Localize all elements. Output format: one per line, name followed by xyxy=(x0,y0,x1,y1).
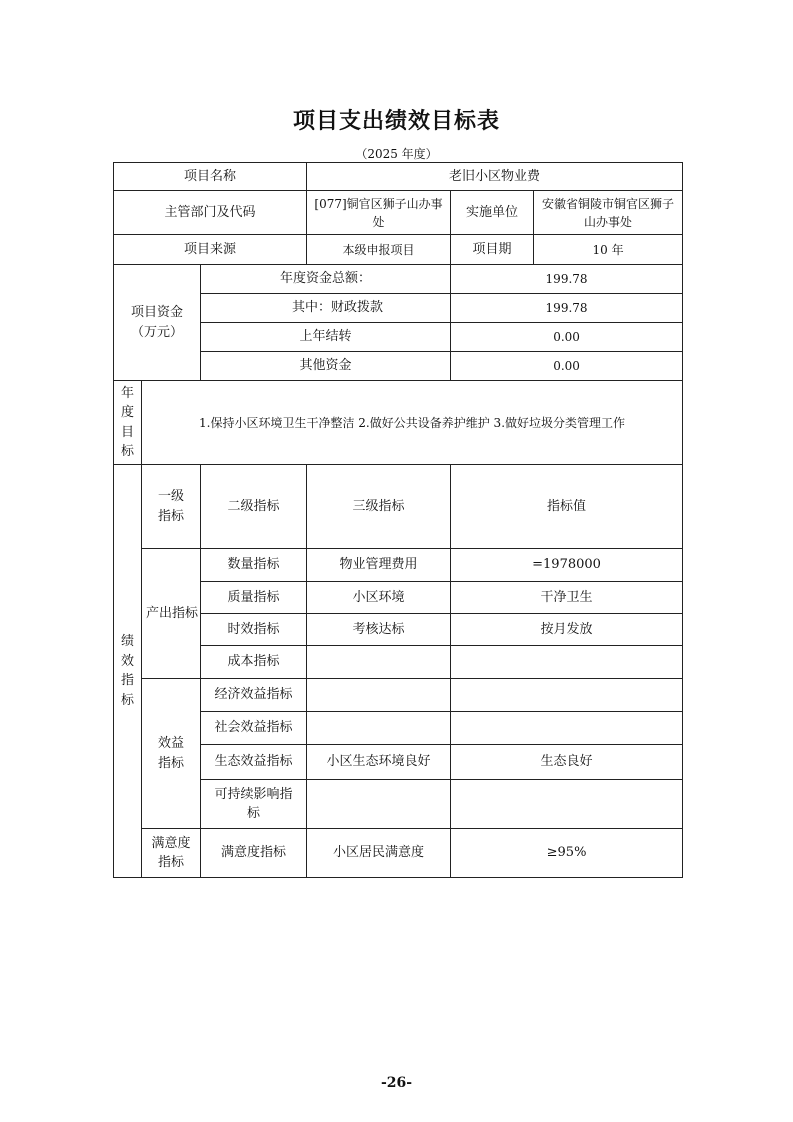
fund-label-carryover: 上年结转 xyxy=(201,323,451,352)
annual-goal-row xyxy=(114,381,683,465)
impl-label: 实施单位 xyxy=(451,191,534,235)
indicators-label: 绩效指标 xyxy=(114,465,142,878)
project-name-row xyxy=(114,163,683,191)
source-label: 项目来源 xyxy=(114,235,307,265)
value-cell: 生态良好 xyxy=(451,745,683,780)
level2-cell: 满意度指标 xyxy=(201,829,307,878)
level3-cell xyxy=(307,646,451,679)
page-number: -26- xyxy=(380,1075,413,1091)
funds-label: 项目资金（万元） xyxy=(114,265,201,381)
indicator-header-row xyxy=(114,465,683,549)
source-row xyxy=(114,235,683,265)
fund-label-other: 其他资金 xyxy=(201,352,451,381)
level1-satisfaction: 满意度指标 xyxy=(142,829,201,878)
value-cell xyxy=(451,646,683,679)
period-label: 项目期 xyxy=(451,235,534,265)
level2-cell: 时效指标 xyxy=(201,614,307,646)
value-cell: 干净卫生 xyxy=(451,582,683,614)
level3-cell: 小区环境 xyxy=(307,582,451,614)
value-cell xyxy=(451,679,683,712)
level2-cell: 成本指标 xyxy=(201,646,307,679)
fund-row xyxy=(114,265,683,294)
performance-goal-table xyxy=(113,162,683,878)
fund-value-carryover: 0.00 xyxy=(451,323,683,352)
level3-cell xyxy=(307,712,451,745)
dept-row xyxy=(114,191,683,235)
indicator-row xyxy=(114,549,683,582)
level2-cell: 质量指标 xyxy=(201,582,307,614)
level3-cell: 物业管理费用 xyxy=(307,549,451,582)
level2-cell: 生态效益指标 xyxy=(201,745,307,780)
level2-cell: 数量指标 xyxy=(201,549,307,582)
level3-cell: 小区居民满意度 xyxy=(307,829,451,878)
fund-value-total: 199.78 xyxy=(451,265,683,294)
value-cell xyxy=(451,780,683,829)
level1-benefit: 效益指标 xyxy=(142,679,201,829)
annual-goal-text: 1.保持小区环境卫生干净整洁 2.做好公共设备养护维护 3.做好垃圾分类管理工作 xyxy=(142,381,683,465)
dept-value: [077]铜官区狮子山办事处 xyxy=(307,191,451,235)
fund-value-other: 0.00 xyxy=(451,352,683,381)
source-value: 本级申报项目 xyxy=(307,235,451,265)
value-cell: ≥95% xyxy=(451,829,683,878)
annual-goal-label: 年度目标 xyxy=(114,381,142,465)
level2-cell: 可持续影响指标 xyxy=(201,780,307,829)
level2-cell: 经济效益指标 xyxy=(201,679,307,712)
header-level3: 三级指标 xyxy=(307,465,451,549)
level3-cell: 考核达标 xyxy=(307,614,451,646)
value-cell xyxy=(451,712,683,745)
level1-output: 产出指标 xyxy=(142,549,201,679)
level3-cell xyxy=(307,780,451,829)
project-name-value: 老旧小区物业费 xyxy=(307,163,683,191)
page-title: 项目支出绩效目标表 xyxy=(292,109,500,134)
header-value: 指标值 xyxy=(451,465,683,549)
value-cell: 按月发放 xyxy=(451,614,683,646)
fund-label-fiscal: 其中：财政拨款 xyxy=(201,294,451,323)
header-level1: 一级指标 xyxy=(142,465,201,549)
indicator-row xyxy=(114,829,683,878)
header-level2: 二级指标 xyxy=(201,465,307,549)
page-subtitle: （2025 年度） xyxy=(355,147,438,161)
level3-cell xyxy=(307,679,451,712)
period-value: 10 年 xyxy=(534,235,683,265)
project-name-label: 项目名称 xyxy=(114,163,307,191)
fund-label-total: 年度资金总额： xyxy=(201,265,451,294)
level2-cell: 社会效益指标 xyxy=(201,712,307,745)
fund-value-fiscal: 199.78 xyxy=(451,294,683,323)
indicator-row xyxy=(114,679,683,712)
dept-label: 主管部门及代码 xyxy=(114,191,307,235)
impl-value: 安徽省铜陵市铜官区狮子山办事处 xyxy=(534,191,683,235)
value-cell: =1978000 xyxy=(451,549,683,582)
level3-cell: 小区生态环境良好 xyxy=(307,745,451,780)
